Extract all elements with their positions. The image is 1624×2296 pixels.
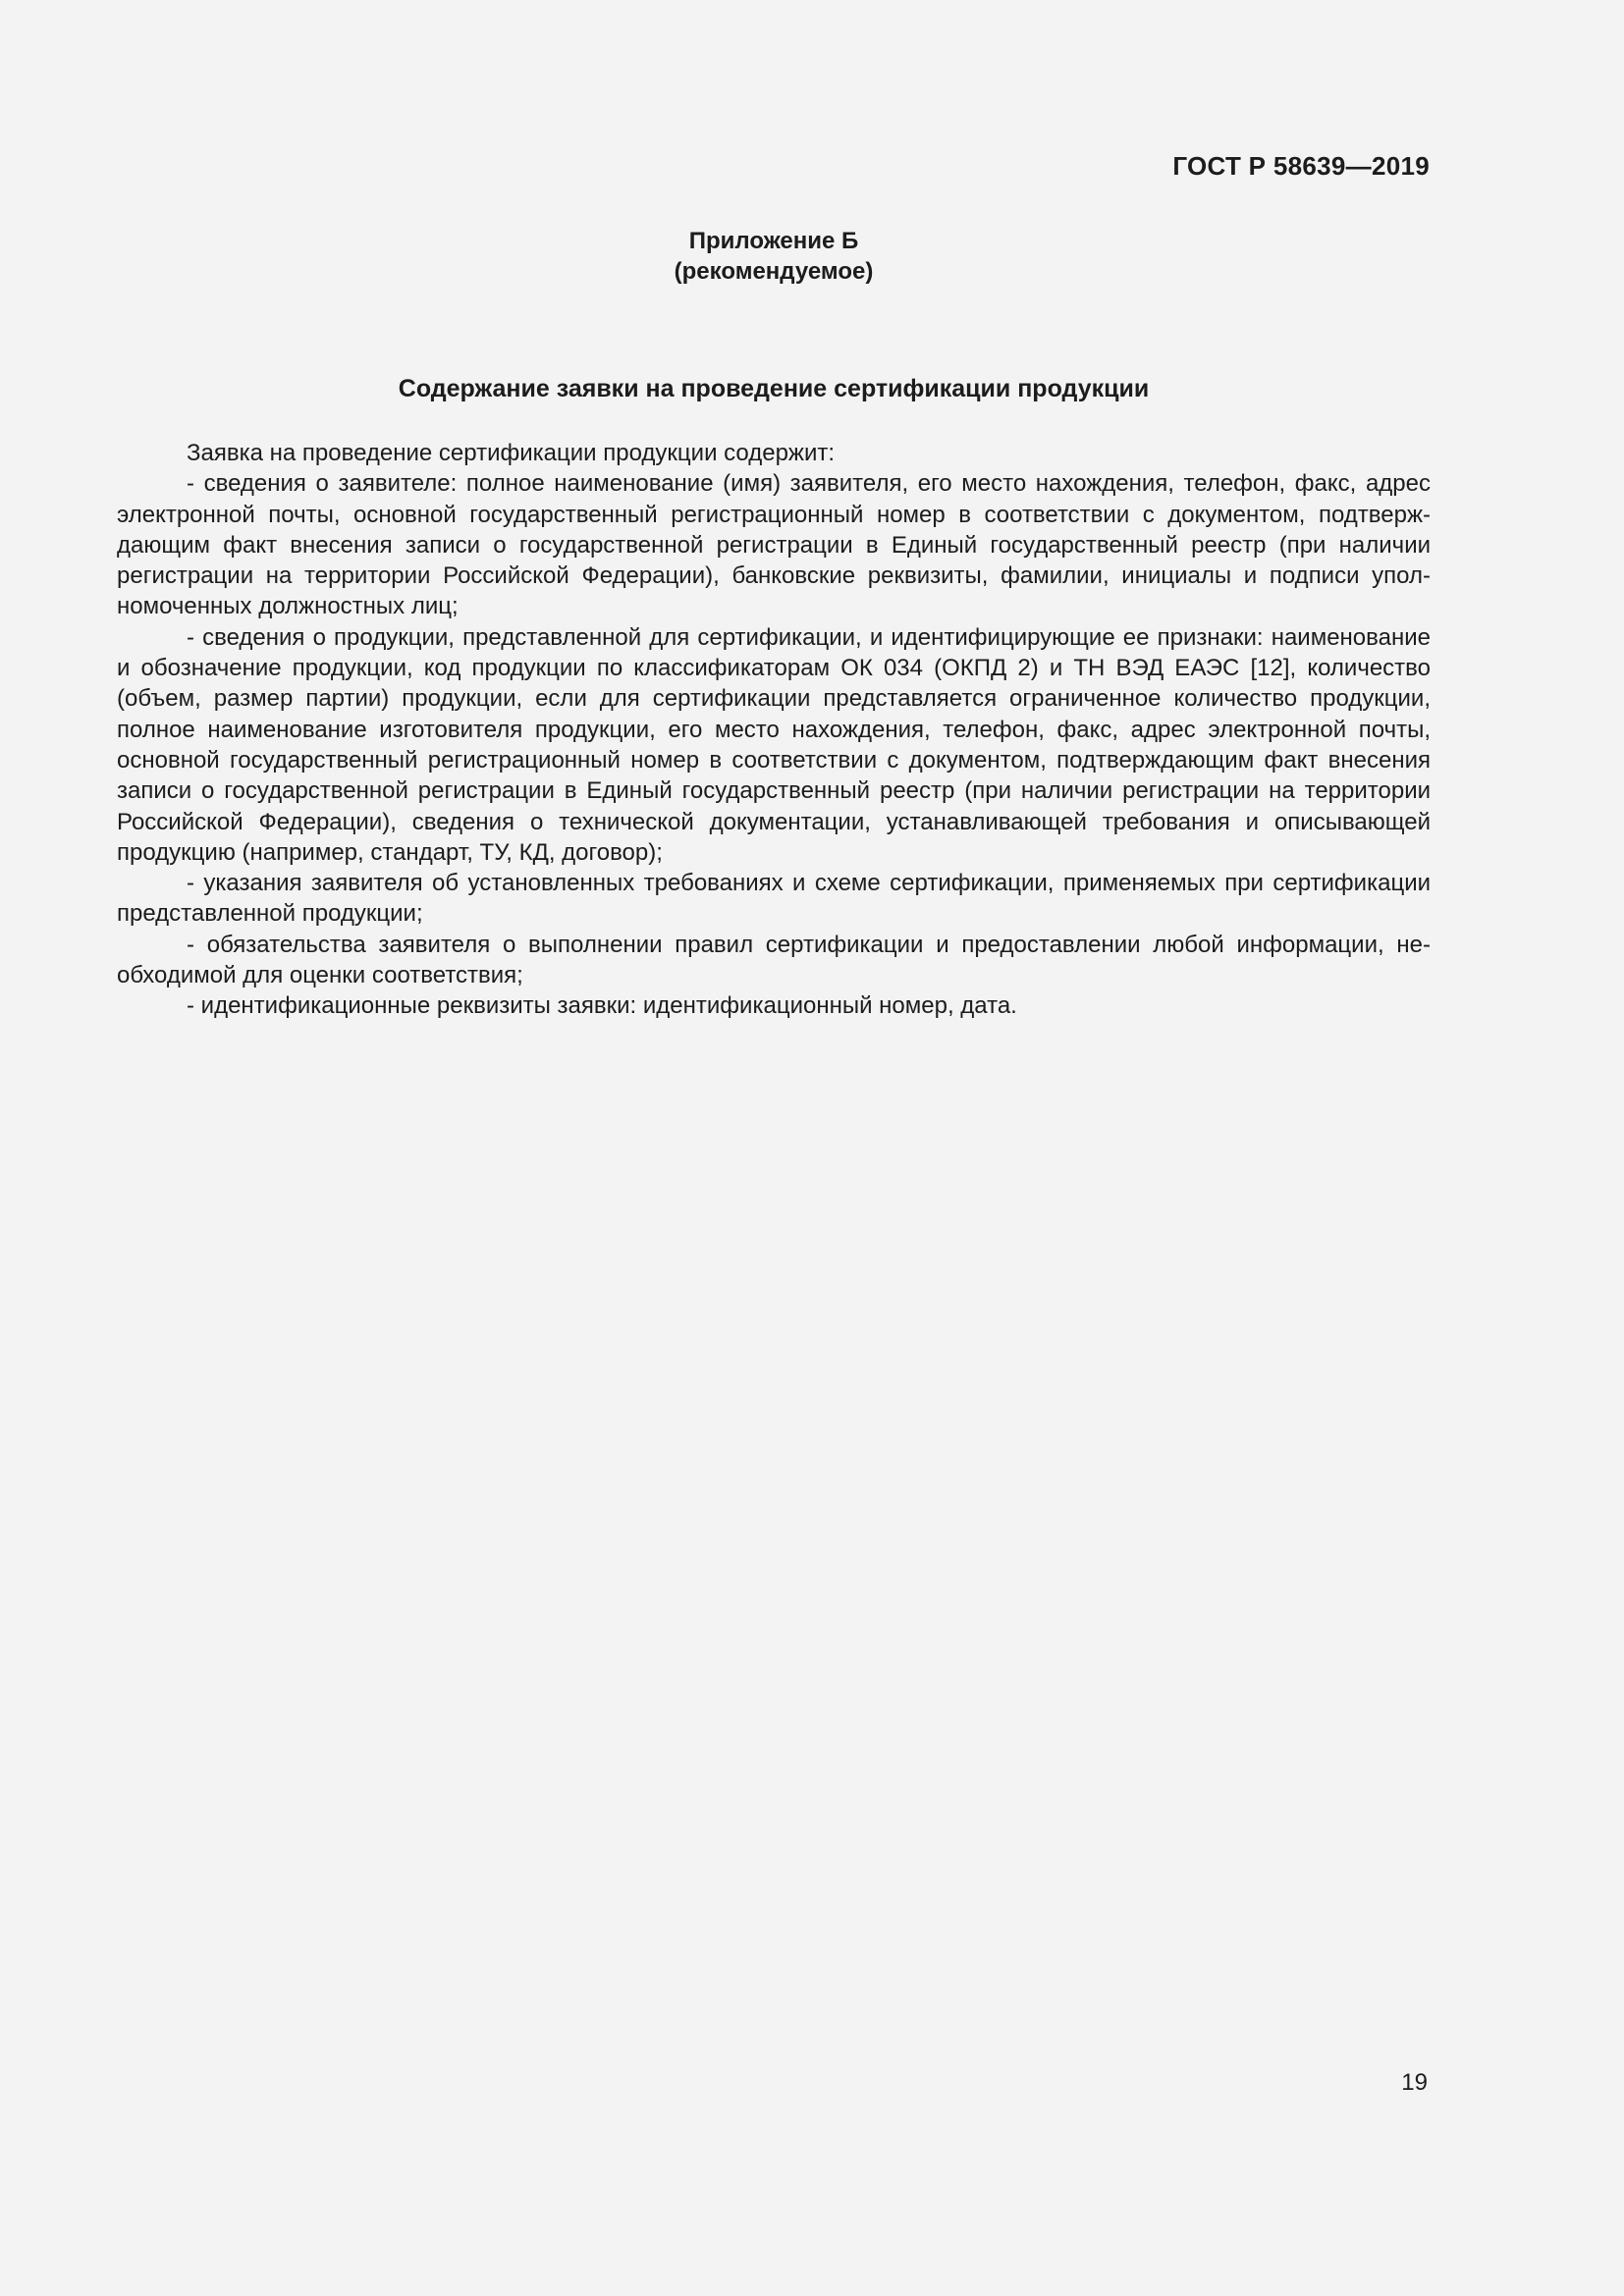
annex-heading [0,226,1547,287]
page-number: 19 [1401,2069,1428,2096]
section-body [117,438,1431,1022]
paragraph-requirements: - указания заявителя об установленных требованиях и схеме сертификации, применяемых при сертификации представленной продукции; [117,870,1431,928]
document-code: ГОСТ Р 58639—2019 [1172,151,1430,181]
paragraph-product-info: - сведения о продукции, представленной для сертификации, и идентифицирующие ее признаки: наименование и обозначение продукции, код продукции по классификаторам ОК 034 (ОКПД 2) и ТН ВЭД ЕАЭС [12], количество (объем, размер партии) продукции, если для сертификации представляется ограниченное количество продукции, полное наименование изготовителя продукции, его место нахождения, телефон, факс, адрес электронной почты, основной государственный регистрационный номер в соответствии с документом, подтверждающим факт внесения записи о государственной регистрации в Единый государственный реестр (при наличии регистрации на территории Российской Федерации), сведения о технической документации, устанавливающей требования и описывающей продукцию (например, стандарт, ТУ, КД, договор); [117,623,1431,866]
annex-status: (рекомендуемое) [674,258,874,285]
paragraph-obligations: - обязательства заявителя о выполнении правил сертификации и предоставлении любой информации, необходимой для оценки соответствия; [117,931,1431,989]
paragraph-identification: - идентификационные реквизиты заявки: идентификационный номер, дата. [187,992,1017,1020]
section-title: Содержание заявки на проведение сертификации продукции [398,375,1150,402]
paragraph-intro: Заявка на проведение сертификации продукции содержит: [187,440,836,466]
annex-title: Приложение Б [688,228,859,254]
paragraph-applicant-info: - сведения о заявителе: полное наименование (имя) заявителя, его место нахождения, телефон, факс, адрес электронной почты, основной государственный регистрационный номер в соответствии с документом, подтверждающим факт внесения записи о государственной регистрации в Единый государственный реестр (при наличии регистрации на территории Российской Федерации), банковские реквизиты, фамилии, инициалы и подписи уполномоченных должностных лиц; [117,470,1431,620]
